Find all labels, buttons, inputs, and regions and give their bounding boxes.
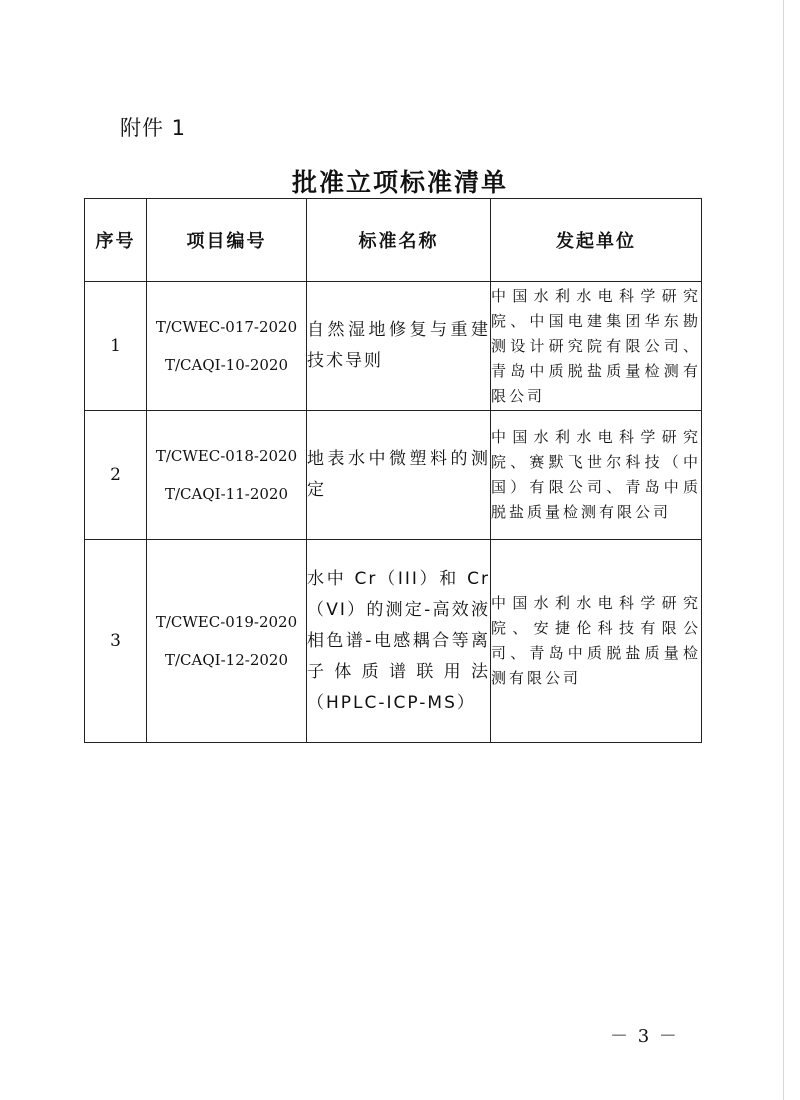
- header-standard-name: 标准名称: [307, 199, 491, 282]
- project-code: T/CWEC-018-2020: [155, 447, 298, 465]
- row-seq: 3: [85, 540, 147, 743]
- row-project-codes: [147, 540, 307, 743]
- project-code: T/CWEC-019-2020: [155, 613, 298, 631]
- row-initiating-unit: 中国水利水电科学研究院、中国电建集团华东勘测设计研究院有限公司、青岛中质脱盐质量检测有限公司: [491, 282, 702, 411]
- row-initiating-unit: 中国水利水电科学研究院、赛默飞世尔科技（中国）有限公司、青岛中质脱盐质量检测有限公司: [491, 411, 702, 540]
- row-project-codes: [147, 411, 307, 540]
- header-initiating-unit: 发起单位: [491, 199, 702, 282]
- project-code: T/CWEC-017-2020: [155, 318, 298, 336]
- table-row: [85, 540, 702, 743]
- project-code: T/CAQI-11-2020: [165, 485, 288, 503]
- table-header-row: [85, 199, 702, 282]
- project-code: T/CAQI-12-2020: [165, 651, 288, 669]
- row-standard-name: 水中 Cr（III）和 Cr（VI）的测定-高效液相色谱-电感耦合等离子体质谱联用法（HPLC-ICP-MS）: [307, 540, 491, 743]
- row-project-codes: [147, 282, 307, 411]
- approved-standards-table: [84, 198, 702, 743]
- header-seq: 序号: [85, 199, 147, 282]
- row-standard-name: 地表水中微塑料的测定: [307, 411, 491, 540]
- project-code: T/CAQI-10-2020: [165, 356, 288, 374]
- attachment-label: 附件 1: [120, 116, 187, 140]
- header-project-code: 项目编号: [147, 199, 307, 282]
- row-seq: 1: [85, 282, 147, 411]
- table-row: [85, 282, 702, 411]
- row-seq: 2: [85, 411, 147, 540]
- page-title: 批准立项标准清单: [291, 168, 508, 197]
- table-row: [85, 411, 702, 540]
- row-initiating-unit: 中国水利水电科学研究院、安捷伦科技有限公司、青岛中质脱盐质量检测有限公司: [491, 540, 702, 743]
- page-number: － 3 －: [610, 1026, 679, 1047]
- row-standard-name: 自然湿地修复与重建技术导则: [307, 282, 491, 411]
